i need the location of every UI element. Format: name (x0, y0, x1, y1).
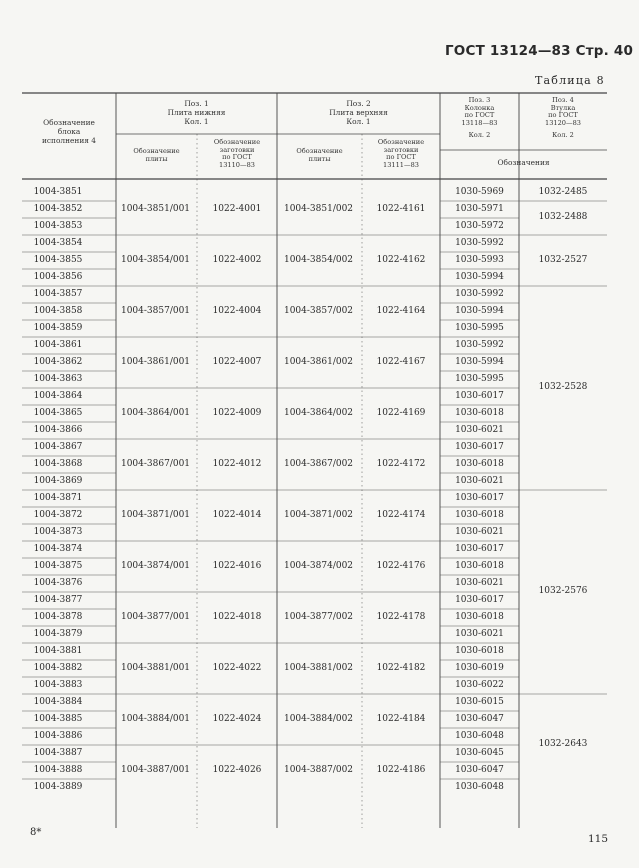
column-pos3-cell: 1030-6045 (455, 747, 504, 758)
column-pos3-cell: 1030-6017 (455, 594, 504, 605)
block-cell: 1004-3866 (33, 424, 83, 435)
block-cell: 1004-3888 (33, 764, 83, 775)
upper-blank-cell: 1022-4174 (376, 509, 426, 520)
header-pos4-qty: Кол. 2 (552, 131, 574, 139)
column-pos3-cell: 1030-6022 (455, 679, 504, 690)
block-cell: 1004-3884 (33, 696, 83, 707)
upper-blank-cell: 1022-4184 (376, 713, 426, 724)
block-cell: 1004-3885 (33, 713, 83, 724)
column-pos3-cell: 1030-6021 (455, 424, 504, 435)
lower-blank-cell: 1022-4026 (212, 764, 262, 775)
block-cell: 1004-3859 (33, 322, 83, 333)
lower-plate-cell: 1004-3887/001 (120, 764, 191, 775)
bushing-cell: 1032-2643 (538, 739, 588, 749)
column-pos3-cell: 1030-6021 (455, 628, 504, 639)
bushing-cell: 1032-2485 (538, 186, 588, 197)
header-pos3-qty: Кол. 2 (468, 131, 491, 139)
block-cell: 1004-3857 (33, 288, 83, 299)
lower-blank-cell: 1022-4024 (212, 713, 262, 724)
block-cell: 1004-3872 (33, 509, 83, 520)
upper-blank-cell: 1022-4178 (376, 611, 426, 622)
block-cell: 1004-3876 (33, 577, 83, 588)
column-pos3-cell: 1030-6021 (455, 475, 504, 486)
column-pos3-cell: 1030-5994 (455, 271, 504, 282)
header-pos4: Поз. 4 Втулка по ГОСТ 13120—83 (545, 96, 581, 127)
upper-plate-cell: 1004-3867/002 (283, 458, 354, 469)
block-cell: 1004-3853 (33, 220, 83, 231)
column-pos3-cell: 1030-5993 (455, 254, 504, 265)
column-pos3-cell: 1030-5992 (455, 237, 504, 248)
lower-blank-cell: 1022-4002 (212, 254, 262, 265)
lower-plate-cell: 1004-3867/001 (120, 458, 191, 469)
block-cell: 1004-3868 (33, 458, 83, 469)
block-cell: 1004-3883 (33, 679, 83, 690)
upper-plate-cell: 1004-3871/002 (283, 509, 354, 520)
lower-blank-cell: 1022-4007 (212, 356, 262, 367)
column-pos3-cell: 1030-5971 (455, 203, 504, 214)
upper-plate-cell: 1004-3884/002 (283, 713, 354, 724)
column-pos3-cell: 1030-6018 (455, 560, 504, 571)
block-cell: 1004-3873 (33, 526, 83, 537)
header-pos2-blank: Обозначение заготовки по ГОСТ 13111—83 (377, 138, 425, 169)
column-pos3-cell: 1030-6048 (455, 730, 504, 741)
column-pos3-cell: 1030-5972 (455, 220, 504, 231)
bushing-cell: 1032-2488 (538, 212, 588, 222)
column-pos3-cell: 1030-5995 (455, 373, 504, 384)
upper-plate-cell: 1004-3881/002 (283, 662, 354, 673)
lower-plate-cell: 1004-3871/001 (120, 509, 191, 520)
lower-blank-cell: 1022-4004 (212, 305, 262, 316)
block-cell: 1004-3886 (33, 730, 83, 741)
column-pos3-cell: 1030-6018 (455, 458, 504, 469)
lower-plate-cell: 1004-3864/001 (120, 407, 191, 418)
block-cell: 1004-3889 (33, 781, 83, 792)
header-pos1-plate: Обозначение плиты (133, 147, 180, 163)
lower-plate-cell: 1004-3857/001 (120, 305, 191, 316)
bushing-cell: 1032-2528 (538, 382, 588, 392)
upper-blank-cell: 1022-4167 (376, 356, 426, 367)
upper-blank-cell: 1022-4182 (376, 662, 426, 673)
lower-blank-cell: 1022-4001 (212, 203, 262, 214)
upper-plate-cell: 1004-3877/002 (283, 611, 354, 622)
column-pos3-cell: 1030-5992 (455, 339, 504, 350)
upper-blank-cell: 1022-4186 (376, 764, 426, 775)
lower-plate-cell: 1004-3881/001 (120, 662, 191, 673)
column-pos3-cell: 1030-6015 (455, 696, 504, 707)
block-cell: 1004-3851 (33, 186, 83, 197)
lower-blank-cell: 1022-4012 (212, 458, 262, 469)
upper-blank-cell: 1022-4169 (376, 407, 426, 418)
column-pos3-cell: 1030-6018 (455, 645, 504, 656)
upper-plate-cell: 1004-3864/002 (283, 407, 354, 418)
lower-blank-cell: 1022-4016 (212, 560, 262, 571)
block-cell: 1004-3867 (33, 441, 83, 452)
column-pos3-cell: 1030-6017 (455, 543, 504, 554)
column-pos3-cell: 1030-6021 (455, 577, 504, 588)
lower-plate-cell: 1004-3874/001 (120, 560, 191, 571)
block-cell: 1004-3861 (33, 339, 83, 350)
upper-blank-cell: 1022-4172 (376, 458, 426, 469)
document-header: ГОСТ 13124—83 Стр. 40 (445, 43, 634, 59)
block-cell: 1004-3865 (33, 407, 83, 418)
block-cell: 1004-3887 (33, 747, 83, 758)
lower-plate-cell: 1004-3851/001 (120, 203, 191, 214)
column-pos3-cell: 1030-5995 (455, 322, 504, 333)
header-designations: Обозначения (497, 158, 550, 167)
header-block-designation: Обозначение блока исполнения 4 (41, 118, 96, 145)
upper-blank-cell: 1022-4162 (376, 254, 426, 265)
upper-plate-cell: 1004-3861/002 (283, 356, 354, 367)
column-pos3-cell: 1030-6047 (455, 713, 504, 724)
column-pos3-cell: 1030-5969 (455, 186, 504, 197)
header-pos1-blank: Обозначение заготовки по ГОСТ 13110—83 (213, 138, 261, 169)
block-cell: 1004-3871 (33, 492, 83, 503)
table-title: Таблица 8 (535, 74, 605, 87)
block-cell: 1004-3863 (33, 373, 83, 384)
column-pos3-cell: 1030-6018 (455, 407, 504, 418)
lower-blank-cell: 1022-4009 (212, 407, 262, 418)
lower-blank-cell: 1022-4018 (212, 611, 262, 622)
block-cell: 1004-3856 (33, 271, 83, 282)
lower-plate-cell: 1004-3861/001 (120, 356, 191, 367)
column-pos3-cell: 1030-6047 (455, 764, 504, 775)
column-pos3-cell: 1030-5994 (455, 305, 504, 316)
block-cell: 1004-3869 (33, 475, 83, 486)
bushing-cell: 1032-2576 (538, 586, 588, 596)
footer-left: 8* (30, 827, 42, 838)
column-pos3-cell: 1030-6018 (455, 611, 504, 622)
header-pos3: Поз. 3 Колонка по ГОСТ 13118—83 (461, 96, 498, 127)
column-pos3-cell: 1030-6017 (455, 441, 504, 452)
column-pos3-cell: 1030-6048 (455, 781, 504, 792)
block-cell: 1004-3874 (33, 543, 83, 554)
lower-plate-cell: 1004-3854/001 (120, 254, 191, 265)
block-cell: 1004-3875 (33, 560, 83, 571)
column-pos3-cell: 1030-6017 (455, 390, 504, 401)
block-cell: 1004-3855 (33, 254, 83, 265)
column-pos3-cell: 1030-5994 (455, 356, 504, 367)
upper-blank-cell: 1022-4176 (376, 560, 426, 571)
block-cell: 1004-3852 (33, 203, 83, 214)
upper-blank-cell: 1022-4161 (376, 203, 426, 214)
block-cell: 1004-3858 (33, 305, 83, 316)
lower-blank-cell: 1022-4022 (212, 662, 262, 673)
lower-plate-cell: 1004-3884/001 (120, 713, 191, 724)
block-cell: 1004-3864 (33, 390, 83, 401)
header-pos1: Поз. 1 Плита нижняя Кол. 1 (167, 99, 226, 126)
lower-blank-cell: 1022-4014 (212, 509, 262, 520)
block-cell: 1004-3877 (33, 594, 83, 605)
upper-plate-cell: 1004-3887/002 (283, 764, 354, 775)
header-pos2: Поз. 2 Плита верхняя Кол. 1 (329, 99, 388, 126)
column-pos3-cell: 1030-6018 (455, 509, 504, 520)
upper-blank-cell: 1022-4164 (376, 305, 426, 316)
upper-plate-cell: 1004-3851/002 (283, 203, 354, 214)
column-pos3-cell: 1030-6017 (455, 492, 504, 503)
block-cell: 1004-3878 (33, 611, 83, 622)
block-cell: 1004-3882 (33, 662, 83, 673)
lower-plate-cell: 1004-3877/001 (120, 611, 191, 622)
upper-plate-cell: 1004-3874/002 (283, 560, 354, 571)
block-cell: 1004-3862 (33, 356, 83, 367)
column-pos3-cell: 1030-5992 (455, 288, 504, 299)
page-number: 115 (588, 833, 609, 845)
column-pos3-cell: 1030-6019 (455, 662, 504, 673)
bushing-cell: 1032-2527 (538, 254, 588, 265)
header-pos2-plate: Обозначение плиты (296, 147, 343, 163)
block-cell: 1004-3854 (33, 237, 83, 248)
column-pos3-cell: 1030-6021 (455, 526, 504, 537)
upper-plate-cell: 1004-3857/002 (283, 305, 354, 316)
block-cell: 1004-3881 (33, 645, 83, 656)
block-cell: 1004-3879 (33, 628, 83, 639)
upper-plate-cell: 1004-3854/002 (283, 254, 354, 265)
